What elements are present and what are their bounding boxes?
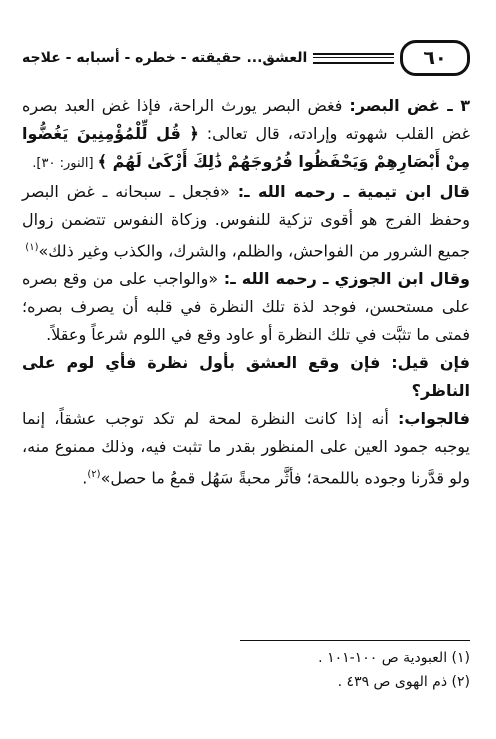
section-heading: ٣ ـ غض البصر: xyxy=(349,96,471,115)
footnote-marker: (٢) xyxy=(87,469,101,481)
footnote-2: (٢) ذم الهوى ص ٤٣٩ . xyxy=(337,674,470,690)
footnote-rule xyxy=(240,640,470,641)
answer-end: . xyxy=(82,468,88,488)
header-rule xyxy=(313,53,394,64)
footnotes xyxy=(22,646,470,694)
footnote-1: (١) العبودية ص ١٠٠-١٠١ . xyxy=(318,650,470,666)
paragraph-answer xyxy=(22,405,470,492)
running-title: العشق... حقيقته - خطره - أسبابه - علاجه xyxy=(22,50,308,66)
footnote-marker: (١) xyxy=(25,242,39,253)
quote-text: «فجعل ـ سبحانه ـ غض البصر وحفظ الفرج هو أقوى تزكية للنفوس. وزكاة النفوس تتضمن زوال جميع الشرور من الفواحش، والظلم، والشرك، والكذب وغير ذلك» xyxy=(22,182,470,261)
quote-attribution: وقال ابن الجوزي ـ رحمه الله ـ: xyxy=(223,269,471,289)
paragraph-lowering-gaze xyxy=(22,92,470,178)
quote-text: «والواجب على من وقع بصره على مستحسن، فوجد لذة تلك النظرة في قلبه أن يصرف بصره؛ فمتى ما تثبَّت في تلك النظرة أو عاود وقع في اللوم شرعاً وعقلاً. xyxy=(22,269,470,345)
paragraph-ibn-al-jawzi xyxy=(22,265,470,349)
paragraph-question: فإن قيل: فإن وقع العشق بأول نظرة فأي لوم على الناظر؟ xyxy=(22,353,470,401)
paragraph-text: فغض البصر يورث الراحة، فإذا غض العبد بصره غض القلب شهوته وإرادته، قال تعالى: xyxy=(22,96,470,143)
answer-label: فالجواب: xyxy=(397,409,470,429)
answer-text: أنه إذا كانت النظرة لمحة لم تكد توجب عشقاً، إنما يوجبه جمود العين على المنظور بقدر ما تثبت فيه، وذلك ممنوع منه، ولو قدَّرنا وجوده باللمحة؛ فأثَّر محبةً سَهُل قمعُ ما حصل» xyxy=(22,409,470,488)
verse-reference: [النور: ٣٠]. xyxy=(32,156,98,171)
page-number: ٦٠ xyxy=(400,40,470,76)
quote-attribution: قال ابن تيمية ـ رحمه الله ـ: xyxy=(237,182,470,201)
quran-verse: ﴿ قُل لِّلْمُؤْمِنِينَ يَغُضُّوا مِنْ أَبْصَارِهِمْ وَيَحْفَظُوا فُرُوجَهُمْ ذَٰلِكَ أَزْكَىٰ لَهُمْ ﴾ xyxy=(22,124,470,171)
page-header xyxy=(22,38,470,78)
paragraph-ibn-taymiyya xyxy=(22,178,470,265)
page-body xyxy=(22,92,470,493)
